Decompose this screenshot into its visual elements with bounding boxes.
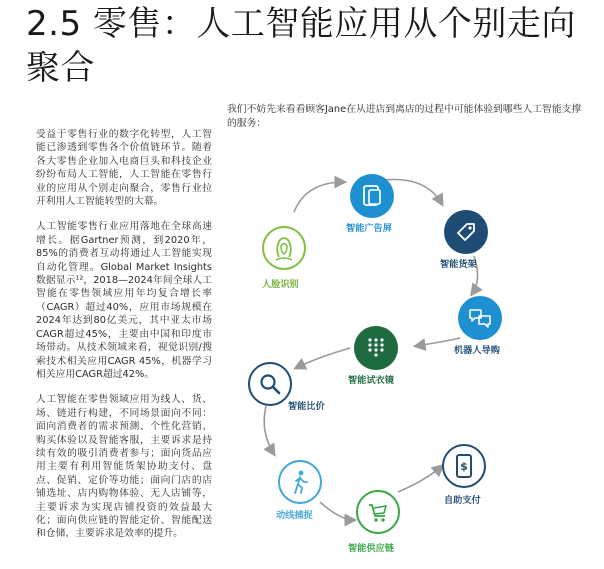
mirror-dots-icon [365, 336, 387, 360]
smart-shelf-node [444, 210, 488, 254]
walking-person-icon [289, 469, 311, 495]
node-label: 智能试衣镜 [348, 375, 394, 386]
arrow-mirror-to-compare [296, 348, 350, 368]
node-label: 智能供应链 [348, 543, 394, 554]
paragraph: 受益于零售行业的数字化转型，人工智能已渗透到零售各个价值链环节。随着各大零售企业加入电商巨头和科技企业纷纷布局人工智能，人工智能在零售行业的应用从个别走向聚合，零售行业拉开利用人工智能转型的大幕。 [36, 129, 212, 208]
paragraph: 人工智能零售行业应用落地在全球高速增长。据Gartner预测，到2020年，85%的消费者互动将通过人工智能实现自动化管理。Global Market Insights数据显示¹²，2018—2024年间全球人工智能在零售领域应用年均复合增长率（CAGR）超过40%，应用市场规模在2024年达到80亿美元，其中亚太市场CAGR超过45%，主要由中国和印度市场带动。从技术领域来看，视觉识别/搜索技术相关应用CAGR 45%，机器学习相关应用CAGR超过42%。 [36, 221, 212, 380]
node-label: 动线捕捉 [276, 510, 313, 521]
chat-bubbles-icon [467, 307, 493, 329]
intro-text: 我们不妨先来看看顾客Jane在从进店到离店的过程中可能体验到哪些人工智能支撑的服务： [227, 104, 582, 129]
face-icon [272, 235, 296, 261]
robot-guide-node [458, 296, 502, 340]
cart-icon [366, 500, 390, 524]
smart-price-compare-node [248, 362, 292, 406]
node-label: 人脸识别 [262, 279, 299, 290]
svg-text:$: $ [460, 460, 468, 473]
phone-dollar-icon [453, 453, 475, 479]
self-pay-node [442, 444, 486, 488]
smart-mirror-node [354, 326, 398, 370]
tag-icon [454, 220, 478, 244]
motion-tracking-node [278, 460, 322, 504]
paragraph: 人工智能在零售领域应用为线人、货、场、链进行构建，不同场景面向不同：面向消费者的需求预测、个性化营销、购买体验以及智能客服，主要诉求是持续有效的吸引消费者参与；面向货品应用主要有利用智能货架协助支付、盘点、促销、定价等功能；面向门店的店铺选址、店内购物体验、无人店铺等，主要诉求为实现店铺投资的效益最大化；面向供应链的智能定价、智能配送和仓储，主要诉求是效率的提升。 [36, 394, 212, 540]
face-recognition-node [262, 226, 306, 270]
tablet-icon [361, 184, 383, 208]
arrow-face-to-ad [294, 182, 344, 212]
node-label: 智能广告屏 [346, 223, 392, 234]
magnifier-icon [258, 372, 282, 396]
customer-journey-diagram [236, 170, 596, 565]
node-label: 自助支付 [444, 495, 481, 506]
arrow-compare-to-track [264, 406, 274, 454]
arrow-supply-to-pay [398, 466, 442, 492]
node-label: 智能比价 [288, 401, 325, 412]
page-title: 2.5 零售：人工智能应用从个别走向聚合 [26, 4, 576, 88]
smart-ad-screen-node [350, 174, 394, 218]
arrow-track-to-supply [320, 502, 354, 520]
node-label: 智能货架 [440, 259, 477, 270]
smart-supply-chain-node [356, 490, 400, 534]
node-label: 机器人导购 [454, 345, 500, 356]
left-column [36, 128, 212, 553]
